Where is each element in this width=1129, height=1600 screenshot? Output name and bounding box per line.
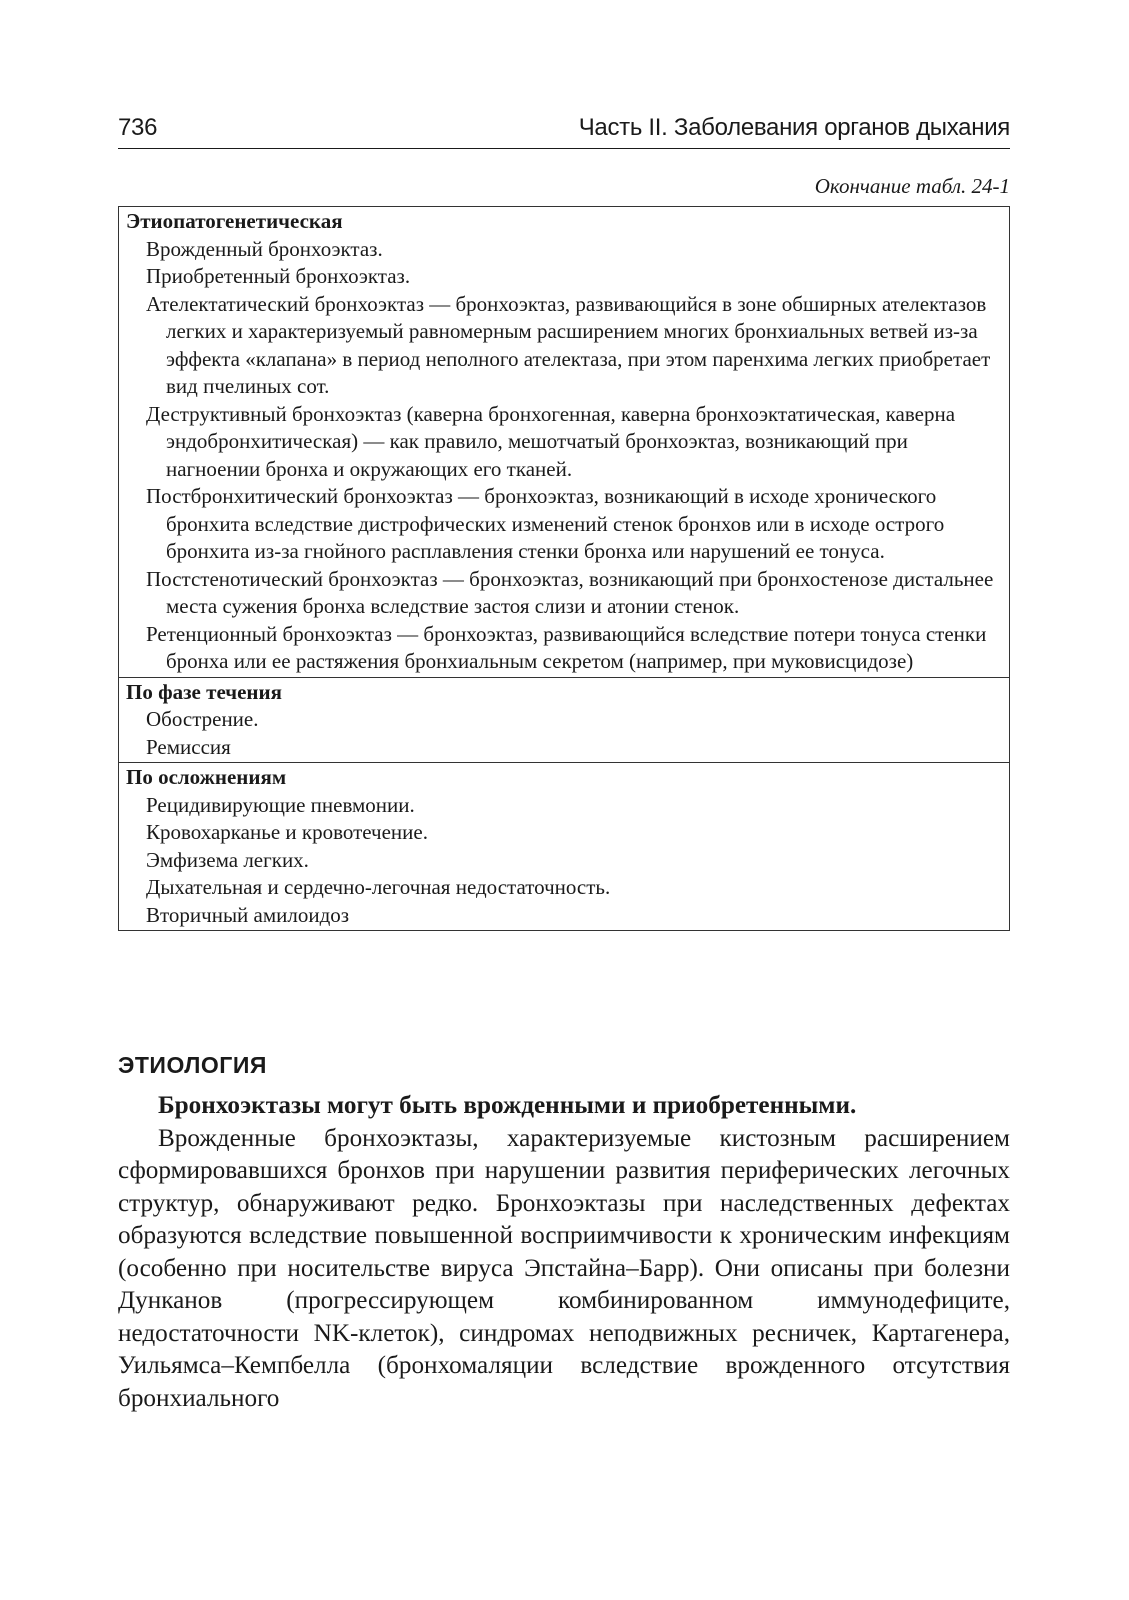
table-cell [119,763,1010,931]
classification-table [118,206,1010,931]
list-item: Рецидивирующие пневмонии. [146,792,415,817]
table-row [119,677,1010,763]
list-item: Деструктивный бронхоэктаз (каверна бронхогенная, каверна бронхоэктатическая, каверна эндобронхитическая) — как правило, мешотчатый бронхоэктаз, возникающий при нагноении бронха и окружающих его тканей. [146,401,956,481]
table-caption: Окончание табл. 24-1 [814,174,1010,198]
list-item: Обострение. [146,707,259,731]
page-number: 736 [118,114,158,141]
table-row [119,763,1010,931]
list-item: Приобретенный бронхоэктаз. [146,264,411,288]
list-item: Вторичный амилоидоз [146,902,350,927]
list-item: Ремиссия [146,734,231,759]
list-item: Дыхательная и сердечно-легочная недостаточность. [146,875,611,899]
group-title: По осложнениям [126,765,287,789]
section-heading: ЭТИОЛОГИЯ [118,1052,267,1078]
lead-paragraph: Бронхоэктазы могут быть врожденными и приобретенными. [158,1092,857,1119]
body-text [118,1090,1010,1415]
list-item: Ретенционный бронхоэктаз — бронхоэктаз, развивающийся вследствие потери тонуса стенки бронха или ее растяжения бронхиальным секретом (например, при муковисцидозе) [146,621,987,673]
group-title: По фазе течения [126,679,282,704]
list-item: Врожденный бронхоэктаз. [146,236,383,261]
list-item: Постбронхитический бронхоэктаз — бронхоэктаз, возникающий в исходе хронического бронхита вследствие дистрофических изменений стенок бронхов или в исходе острого бронхита из-за гнойного расплавления стенки бронха или нарушений ее тонуса. [146,484,945,563]
list-item: Эмфизема легких. [146,847,309,872]
list-item: Постстенотический бронхоэктаз — бронхоэктаз, возникающий при бронхостенозе дистальнее места сужения бронха вследствие застоя слизи и атонии стенок. [146,566,994,618]
table-cell [119,677,1010,763]
running-section-title: Часть II. Заболевания органов дыхания [578,114,1010,141]
group-title: Этиопатогенетическая [126,209,343,233]
paragraph: Врожденные бронхоэктазы, характеризуемые кистозным расширением сформировавшихся бронхов при нарушении развития периферических легочных структур, обнаруживают редко. Бронхоэктазы при наследственных дефектах образуются вследствие повышенной восприимчивости к хроническим инфекциям (особенно при носительстве вируса Эпстайна–Барр). Они описаны при болезни Дунканов (прогрессирующем комбинированном иммунодефиците, недостаточности NK-клеток), синдромах неподвижных ресничек, Картагенера, Уильямса–Кемпбелла (бронхомаляции вследствие врожденного отсутствия бронхиального [118,1124,1010,1412]
list-item: Кровохарканье и кровотечение. [146,820,428,844]
list-item: Ателектатический бронхоэктаз — бронхоэктаз, развивающийся в зоне обширных ателектазов легких и характеризуемый равномерным расширением многих бронхиальных ветвей из-за эффекта «клапана» в период неполного ателектаза, при этом паренхима легких приобретает вид пчелиных сот. [146,291,991,398]
table-row [119,207,1010,678]
table-cell [119,207,1010,678]
running-head [118,112,1010,149]
